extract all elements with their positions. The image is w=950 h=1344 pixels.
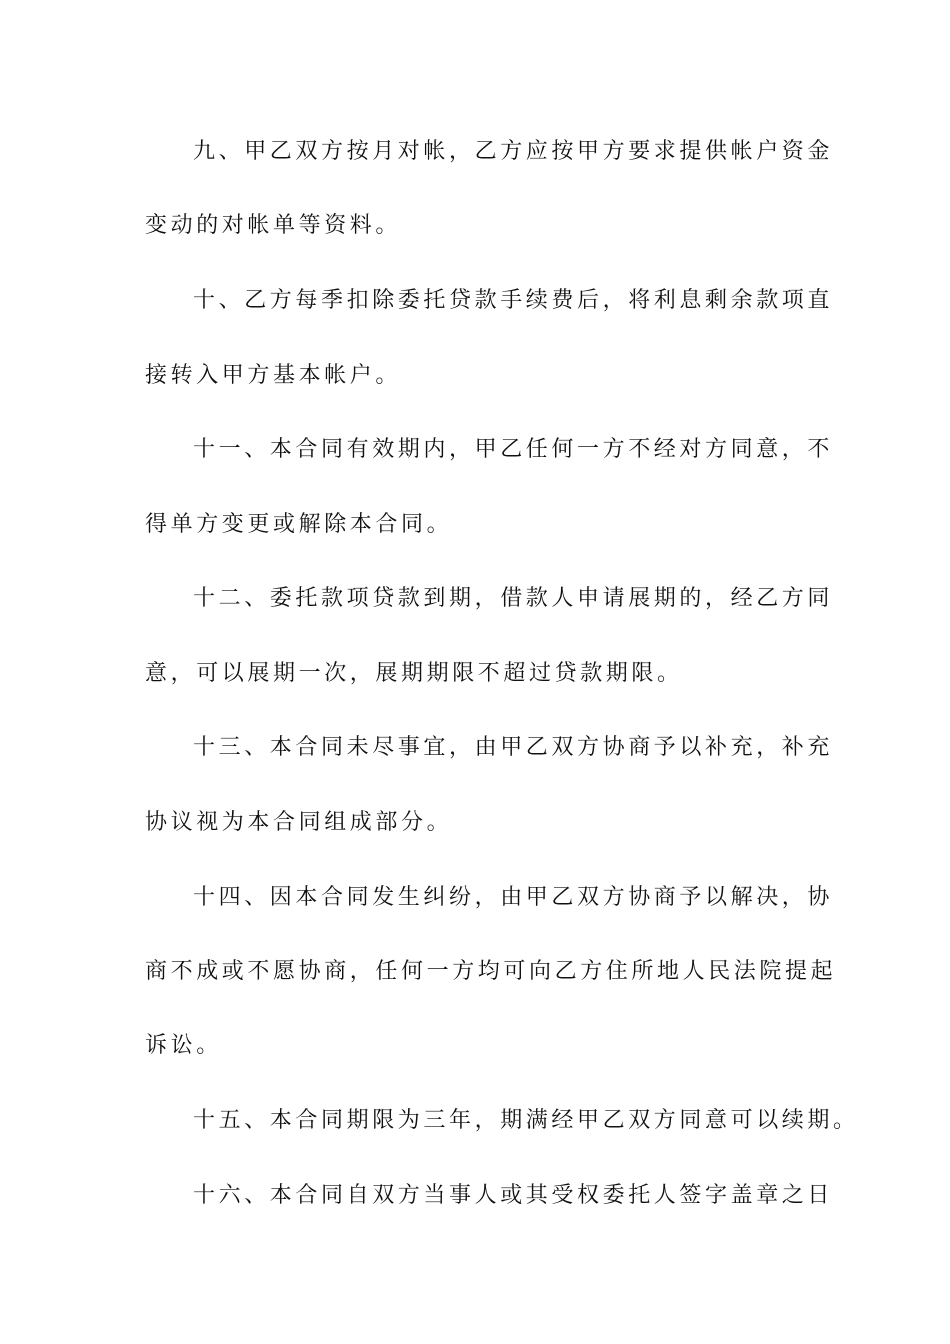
clause-12-line-1: 十二、委托款项贷款到期，借款人申请展期的，经乙方同 — [193, 586, 834, 611]
clause-15-line-1: 十五、本合同期限为三年，期满经甲乙双方同意可以续期。 — [193, 1108, 859, 1133]
clause-14-line-3: 诉讼。 — [145, 1033, 222, 1058]
clause-14-line-2: 商不成或不愿协商，任何一方均可向乙方住所地人民法院提起 — [145, 959, 837, 984]
clause-14-line-1: 十四、因本合同发生纠纷，由甲乙双方协商予以解决，协 — [193, 885, 834, 910]
clause-11-line-1: 十一、本合同有效期内，甲乙任何一方不经对方同意，不 — [193, 437, 834, 462]
clause-12-line-2: 意，可以展期一次，展期期限不超过贷款期限。 — [145, 661, 683, 686]
clause-11-line-2: 得单方变更或解除本合同。 — [145, 512, 453, 537]
clause-13-line-2: 协议视为本合同组成部分。 — [145, 810, 453, 835]
clause-13-line-1: 十三、本合同未尽事宜，由甲乙双方协商予以补充，补充 — [193, 735, 834, 760]
clause-9-line-1: 九、甲乙双方按月对帐，乙方应按甲方要求提供帐户资金 — [193, 139, 834, 164]
clause-9-line-2: 变动的对帐单等资料。 — [145, 213, 402, 238]
clause-16-line-1: 十六、本合同自双方当事人或其受权委托人签字盖章之日 — [193, 1183, 834, 1208]
clause-10-line-1: 十、乙方每季扣除委托贷款手续费后，将利息剩余款项直 — [193, 288, 834, 313]
clause-10-line-2: 接转入甲方基本帐户。 — [145, 363, 402, 388]
